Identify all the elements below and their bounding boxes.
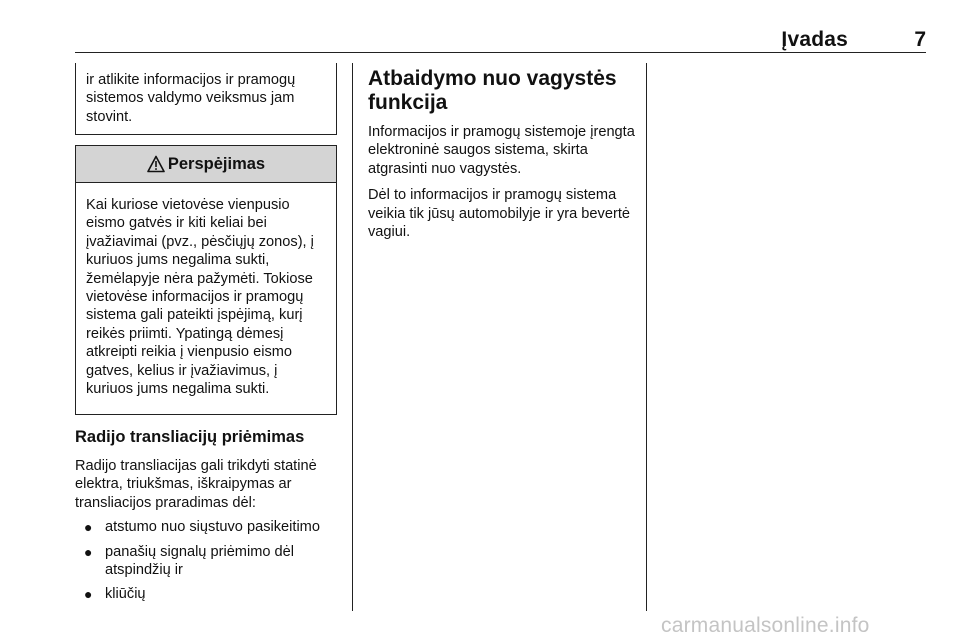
warning-text: Kai kuriose vietovėse vienpusio eismo gatvės ir kiti keliai bei įvažiavimai (pvz., pėsčiųjų zonos), į kuriuos jums negalima sukti, žemėlapyje nėra pažymėti. Tokiose vietovėse informacijos ir pramogų sistema gali pateikti įspėjimą, kurį reikės priimti. Ypatingą dėmesį atkreipti reikia į vienpusio eismo gatves, kelius ir įvažiavimus, į kuriuos jums negalima sukti. (86, 197, 314, 398)
header-rule (75, 52, 926, 53)
warning-title: Perspėjimas (167, 154, 266, 173)
radio-section-text: Radijo transliacijas gali trikdyti statinė elektra, triukšmas, iškraipymas ar transliacijos praradimas dėl: (75, 458, 317, 511)
list-item: ● atstumo nuo siųstuvo pasikeitimo (84, 519, 320, 536)
list-item: ● panašių signalų priėmimo dėl atspindžių ir (84, 543, 295, 579)
anti-theft-section (368, 67, 640, 241)
list-item: ● kliūčių (84, 586, 146, 603)
anti-theft-heading: Atbaidymo nuo vagystės funkcija (368, 67, 617, 114)
anti-theft-paragraph-2: Dėl to informacijos ir pramogų sistema veikia tik jūsų automobilyje ir yra bevertė vagiui. (368, 187, 630, 241)
anti-theft-paragraph-1: Informacijos ir pramogų sistemoje įrengta elektroninė saugos sistema, skirta atgrasinti nuo vagystės. (368, 124, 635, 177)
column-divider-right (646, 63, 647, 611)
page-number: 7 (914, 28, 926, 51)
warning-triangle-icon (147, 155, 165, 173)
warning-header (76, 146, 336, 183)
watermark: carmanualsonline.info (661, 614, 870, 637)
column-divider-left (352, 63, 353, 611)
radio-section-heading: Radijo transliacijų priėmimas (75, 428, 305, 446)
radio-reception-section (75, 427, 350, 610)
warning-box (75, 145, 337, 415)
continued-text: ir atlikite informacijos ir pramogų sistemos valdymo veiksmus jam stovint. (86, 72, 296, 125)
continued-note-box (75, 63, 337, 135)
page-section-title: Įvadas (781, 28, 848, 51)
radio-bullet-list (75, 518, 350, 604)
